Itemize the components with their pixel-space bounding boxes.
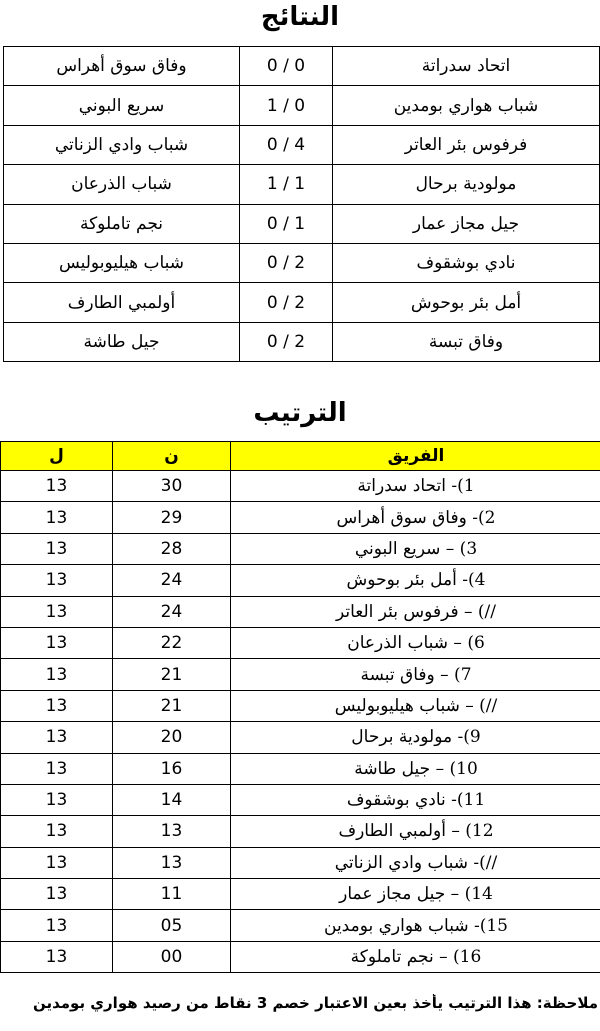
points-cell: 24 bbox=[113, 565, 231, 596]
team-cell: 14) – جيل مجاز عمار bbox=[231, 879, 600, 910]
points-cell: 13 bbox=[113, 816, 231, 847]
team-cell: 3) – سريع البوني bbox=[231, 533, 600, 564]
results-table bbox=[3, 46, 600, 362]
standings-row bbox=[1, 879, 600, 910]
home-team: وفاق تبسة bbox=[333, 322, 600, 361]
played-cell: 13 bbox=[1, 753, 113, 784]
away-team: جيل طاشة bbox=[4, 322, 240, 361]
match-score: 0 / 0 bbox=[240, 47, 333, 86]
standings-row bbox=[1, 627, 600, 658]
home-team: شباب هواري بومدين bbox=[333, 86, 600, 125]
match-row bbox=[4, 47, 600, 86]
standings-row bbox=[1, 596, 600, 627]
match-score: 1 / 0 bbox=[240, 86, 333, 125]
team-cell: 15)- شباب هواري بومدين bbox=[231, 910, 600, 941]
match-row bbox=[4, 243, 600, 282]
team-cell: 2)- وفاق سوق أهراس bbox=[231, 502, 600, 533]
played-cell: 13 bbox=[1, 784, 113, 815]
match-score: 1 / 1 bbox=[240, 165, 333, 204]
standings-row bbox=[1, 659, 600, 690]
match-score: 0 / 1 bbox=[240, 204, 333, 243]
points-cell: 00 bbox=[113, 941, 231, 972]
home-team: اتحاد سدراتة bbox=[333, 47, 600, 86]
home-team: مولودية برحال bbox=[333, 165, 600, 204]
played-cell: 13 bbox=[1, 533, 113, 564]
points-cell: 05 bbox=[113, 910, 231, 941]
played-cell: 13 bbox=[1, 471, 113, 502]
team-cell: //)- شباب وادي الزناتي bbox=[231, 847, 600, 878]
points-cell: 14 bbox=[113, 784, 231, 815]
played-cell: 13 bbox=[1, 816, 113, 847]
team-cell: //) – شباب هيليوبوليس bbox=[231, 690, 600, 721]
standings-row bbox=[1, 565, 600, 596]
played-cell: 13 bbox=[1, 879, 113, 910]
played-cell: 13 bbox=[1, 690, 113, 721]
match-row bbox=[4, 283, 600, 322]
home-team: أمل بئر بوحوش bbox=[333, 283, 600, 322]
away-team: نجم تاملوكة bbox=[4, 204, 240, 243]
played-cell: 13 bbox=[1, 847, 113, 878]
played-cell: 13 bbox=[1, 910, 113, 941]
header-played: ل bbox=[1, 442, 113, 471]
team-cell: 9)- مولودية برحال bbox=[231, 722, 600, 753]
team-cell: 10) – جيل طاشة bbox=[231, 753, 600, 784]
points-cell: 21 bbox=[113, 690, 231, 721]
match-row bbox=[4, 86, 600, 125]
standings-row bbox=[1, 690, 600, 721]
played-cell: 13 bbox=[1, 941, 113, 972]
team-cell: 12) – أولمبي الطارف bbox=[231, 816, 600, 847]
standings-row bbox=[1, 784, 600, 815]
standings-row bbox=[1, 847, 600, 878]
standings-row bbox=[1, 722, 600, 753]
played-cell: 13 bbox=[1, 722, 113, 753]
team-cell: //) – فرفوس بئر العاتر bbox=[231, 596, 600, 627]
match-row bbox=[4, 125, 600, 164]
match-score: 0 / 2 bbox=[240, 322, 333, 361]
points-cell: 20 bbox=[113, 722, 231, 753]
played-cell: 13 bbox=[1, 565, 113, 596]
points-cell: 22 bbox=[113, 627, 231, 658]
match-row bbox=[4, 204, 600, 243]
standings-row bbox=[1, 471, 600, 502]
standings-table bbox=[0, 441, 600, 973]
home-team: نادي بوشقوف bbox=[333, 243, 600, 282]
home-team: جيل مجاز عمار bbox=[333, 204, 600, 243]
points-cell: 24 bbox=[113, 596, 231, 627]
team-cell: 7) – وفاق تبسة bbox=[231, 659, 600, 690]
match-row bbox=[4, 322, 600, 361]
standings-title: الترتيب bbox=[253, 398, 347, 428]
played-cell: 13 bbox=[1, 502, 113, 533]
standings-row bbox=[1, 533, 600, 564]
standings-row bbox=[1, 502, 600, 533]
away-team: شباب الذرعان bbox=[4, 165, 240, 204]
standings-header-row bbox=[1, 442, 600, 471]
away-team: شباب وادي الزناتي bbox=[4, 125, 240, 164]
points-cell: 11 bbox=[113, 879, 231, 910]
team-cell: 4)- أمل بئر بوحوش bbox=[231, 565, 600, 596]
team-cell: 1)- اتحاد سدراتة bbox=[231, 471, 600, 502]
points-cell: 21 bbox=[113, 659, 231, 690]
header-team: الفريق bbox=[231, 442, 600, 471]
played-cell: 13 bbox=[1, 627, 113, 658]
footnote: ملاحظة: هذا الترتيب يأخذ بعين الاعتبار خصم 3 نقاط من رصيد هواري بومدين bbox=[32, 994, 598, 1012]
match-row bbox=[4, 165, 600, 204]
points-cell: 28 bbox=[113, 533, 231, 564]
team-cell: 11)- نادي بوشقوف bbox=[231, 784, 600, 815]
team-cell: 16) – نجم تاملوكة bbox=[231, 941, 600, 972]
home-team: فرفوس بئر العاتر bbox=[333, 125, 600, 164]
team-cell: 6) – شباب الذرعان bbox=[231, 627, 600, 658]
played-cell: 13 bbox=[1, 659, 113, 690]
points-cell: 30 bbox=[113, 471, 231, 502]
standings-row bbox=[1, 816, 600, 847]
points-cell: 16 bbox=[113, 753, 231, 784]
results-title: النتائج bbox=[260, 2, 340, 32]
away-team: وفاق سوق أهراس bbox=[4, 47, 240, 86]
standings-row bbox=[1, 910, 600, 941]
standings-row bbox=[1, 941, 600, 972]
points-cell: 29 bbox=[113, 502, 231, 533]
played-cell: 13 bbox=[1, 596, 113, 627]
standings-row bbox=[1, 753, 600, 784]
match-score: 0 / 4 bbox=[240, 125, 333, 164]
match-score: 0 / 2 bbox=[240, 283, 333, 322]
away-team: أولمبي الطارف bbox=[4, 283, 240, 322]
points-cell: 13 bbox=[113, 847, 231, 878]
away-team: شباب هيليوبوليس bbox=[4, 243, 240, 282]
match-score: 0 / 2 bbox=[240, 243, 333, 282]
away-team: سريع البوني bbox=[4, 86, 240, 125]
header-points: ن bbox=[113, 442, 231, 471]
